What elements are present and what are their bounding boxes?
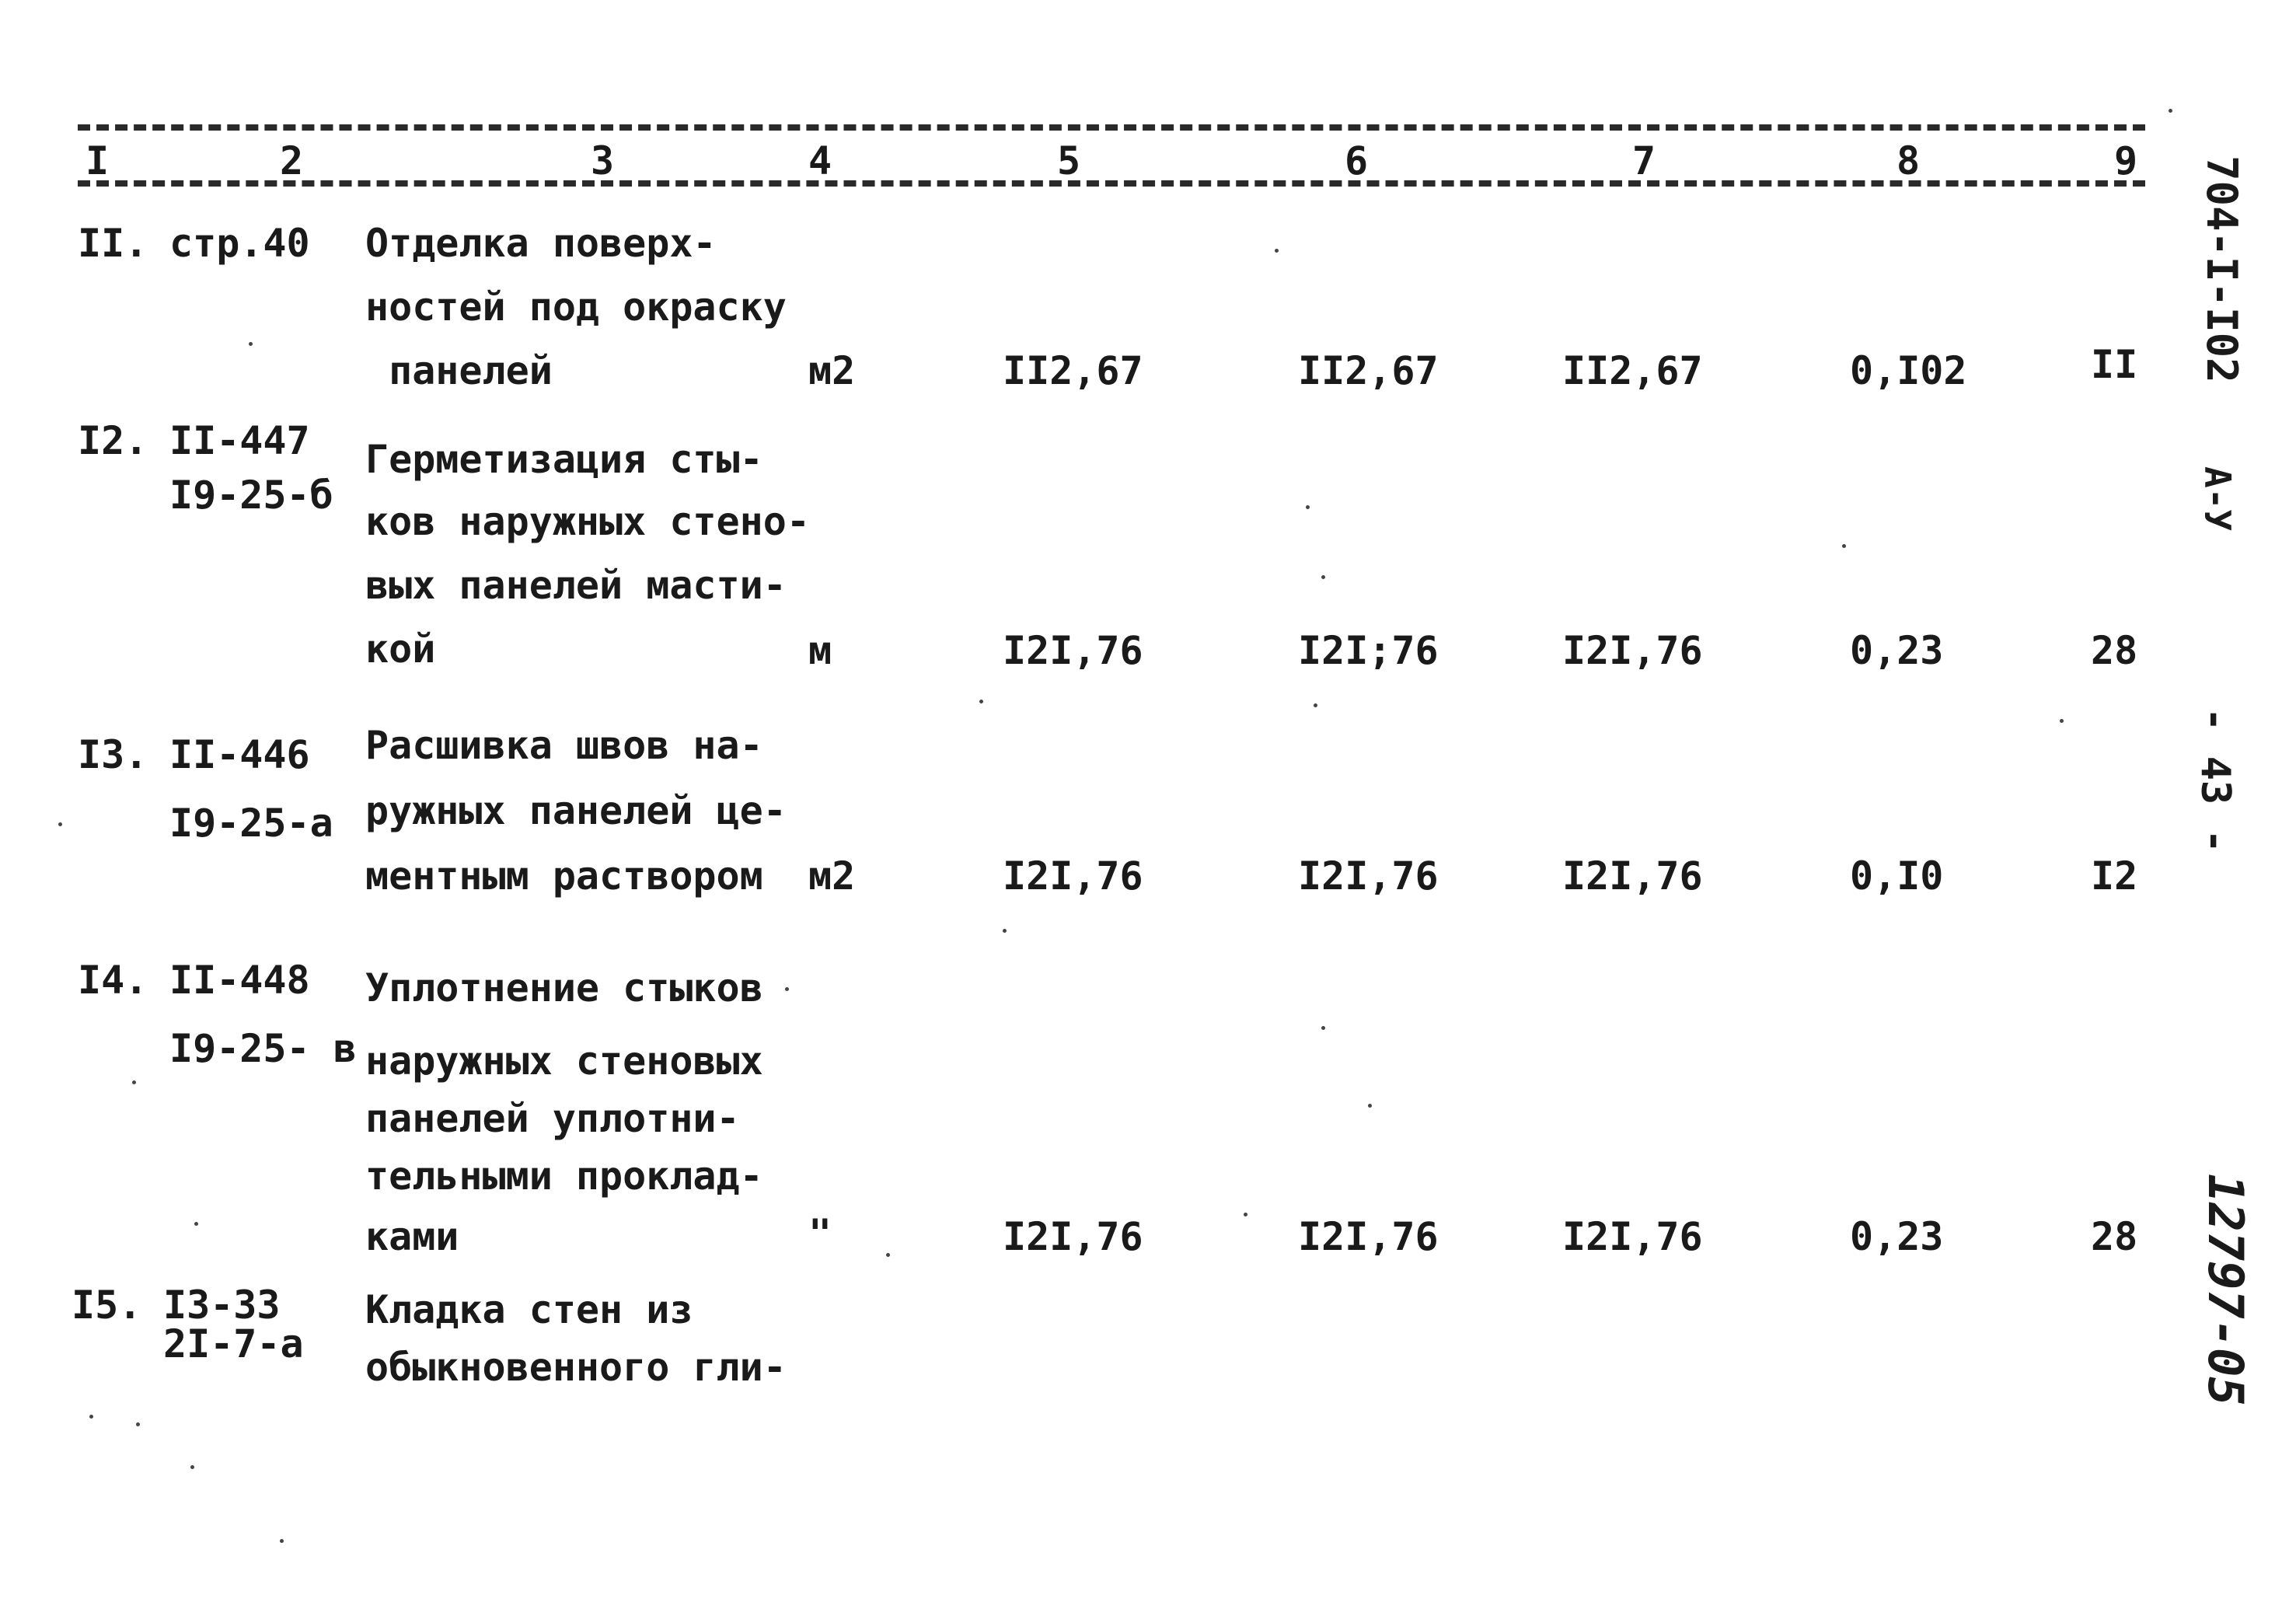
row-col5: I2I,76 — [1003, 853, 1143, 899]
row-col8: 0,I02 — [1850, 348, 1967, 393]
scan-speck — [132, 1080, 136, 1084]
scan-speck — [280, 1539, 284, 1543]
row-description-line: ментным раствором — [365, 853, 763, 899]
scan-speck — [1314, 703, 1317, 707]
row-description-line: наружных стеновых — [365, 1038, 763, 1084]
header-top-rule — [78, 124, 2145, 131]
column-header-4: 4 — [808, 138, 832, 183]
row-col6: II2,67 — [1298, 348, 1439, 393]
row-code: II-448 — [169, 958, 310, 1003]
row-col9: I2 — [2091, 853, 2138, 899]
row-col5: I2I,76 — [1003, 628, 1143, 673]
row-code: I3-33 — [163, 1283, 281, 1328]
row-description-line: кой — [365, 627, 436, 672]
row-col5: II2,67 — [1003, 348, 1143, 393]
row-number: II. — [78, 221, 148, 266]
row-description-line: Уплотнение стыков — [365, 965, 763, 1010]
column-header-3: 3 — [591, 138, 615, 183]
scan-speck — [1244, 1213, 1247, 1216]
column-header-2: 2 — [280, 138, 304, 183]
row-code: I9-25-б — [169, 473, 333, 518]
row-description-line: ками — [365, 1214, 459, 1259]
row-number: I2. — [78, 418, 148, 463]
scan-speck — [58, 822, 62, 826]
row-unit: м2 — [808, 348, 856, 393]
row-col7: II2,67 — [1562, 348, 1703, 393]
row-col7: I2I,76 — [1562, 853, 1703, 899]
row-description-line: панелей — [365, 348, 553, 393]
row-description-line: Расшивка швов на- — [365, 723, 763, 768]
row-number: I5. — [72, 1283, 142, 1328]
row-description-line: ружных панелей це- — [365, 788, 787, 833]
row-unit: " — [808, 1211, 832, 1256]
header-bottom-rule — [78, 180, 2145, 187]
row-description-line: панелей уплотни- — [365, 1096, 740, 1141]
row-description-line: Герметизация сты- — [365, 437, 763, 482]
row-code: II-446 — [169, 732, 310, 777]
margin-page-number: - 43 - — [2192, 707, 2238, 853]
scan-speck — [1275, 249, 1279, 253]
row-col6: I2I,76 — [1298, 853, 1439, 899]
row-description-line: ностей под окраску — [365, 284, 787, 330]
row-description-line: Кладка стен из — [365, 1287, 693, 1332]
scan-speck — [1321, 1026, 1325, 1030]
column-header-7: 7 — [1632, 138, 1656, 183]
row-description-line: обыкновенного гли- — [365, 1345, 787, 1390]
row-col8: 0,23 — [1850, 628, 1944, 673]
row-col9: II — [2091, 342, 2138, 387]
scan-speck — [194, 1222, 198, 1226]
column-header-8: 8 — [1896, 138, 1921, 183]
row-number: I4. — [78, 958, 148, 1003]
margin-document-code: 704-I-I02 — [2197, 155, 2246, 383]
row-description-line: Отделка поверх- — [365, 221, 717, 266]
scan-speck — [785, 987, 789, 991]
row-number: I3. — [78, 732, 148, 777]
scan-speck — [1368, 1104, 1372, 1108]
row-col9: 28 — [2091, 1214, 2138, 1259]
row-col9: 28 — [2091, 628, 2138, 673]
row-code: I9-25-а — [169, 801, 333, 846]
scan-speck — [1003, 929, 1007, 933]
scan-speck — [2169, 109, 2172, 113]
scan-speck — [1842, 544, 1846, 548]
row-col8: 0,I0 — [1850, 853, 1944, 899]
row-code: II-447 — [169, 418, 310, 463]
scan-speck — [249, 342, 253, 346]
margin-album: А-У — [2197, 466, 2238, 532]
scan-speck — [1306, 505, 1310, 509]
row-col7: I2I,76 — [1562, 1214, 1703, 1259]
row-description-line: вых панелей масти- — [365, 563, 787, 608]
row-col6: I2I;76 — [1298, 628, 1439, 673]
row-col7: I2I,76 — [1562, 628, 1703, 673]
column-header-6: 6 — [1345, 138, 1369, 183]
scan-speck — [190, 1465, 194, 1469]
column-header-9: 9 — [2114, 138, 2138, 183]
row-col8: 0,23 — [1850, 1214, 1944, 1259]
scan-speck — [886, 1253, 890, 1257]
column-header-5: 5 — [1057, 138, 1081, 183]
scan-speck — [136, 1422, 140, 1426]
row-col5: I2I,76 — [1003, 1214, 1143, 1259]
row-col6: I2I,76 — [1298, 1214, 1439, 1259]
column-header-1: I — [85, 138, 110, 183]
row-code: 2I-7-а — [163, 1321, 304, 1366]
row-code: стр.40 — [169, 221, 310, 266]
margin-inventory-number: 12797-05 — [2197, 1174, 2254, 1406]
scan-speck — [2060, 719, 2064, 723]
row-code: I9-25- в — [169, 1026, 357, 1071]
row-unit: м — [808, 628, 832, 673]
scan-speck — [89, 1415, 93, 1419]
scan-speck — [979, 700, 983, 703]
row-description-line: ков наружных стено- — [365, 499, 810, 544]
row-unit: м2 — [808, 853, 856, 899]
scan-speck — [1321, 575, 1325, 579]
row-description-line: тельными проклад- — [365, 1154, 763, 1199]
